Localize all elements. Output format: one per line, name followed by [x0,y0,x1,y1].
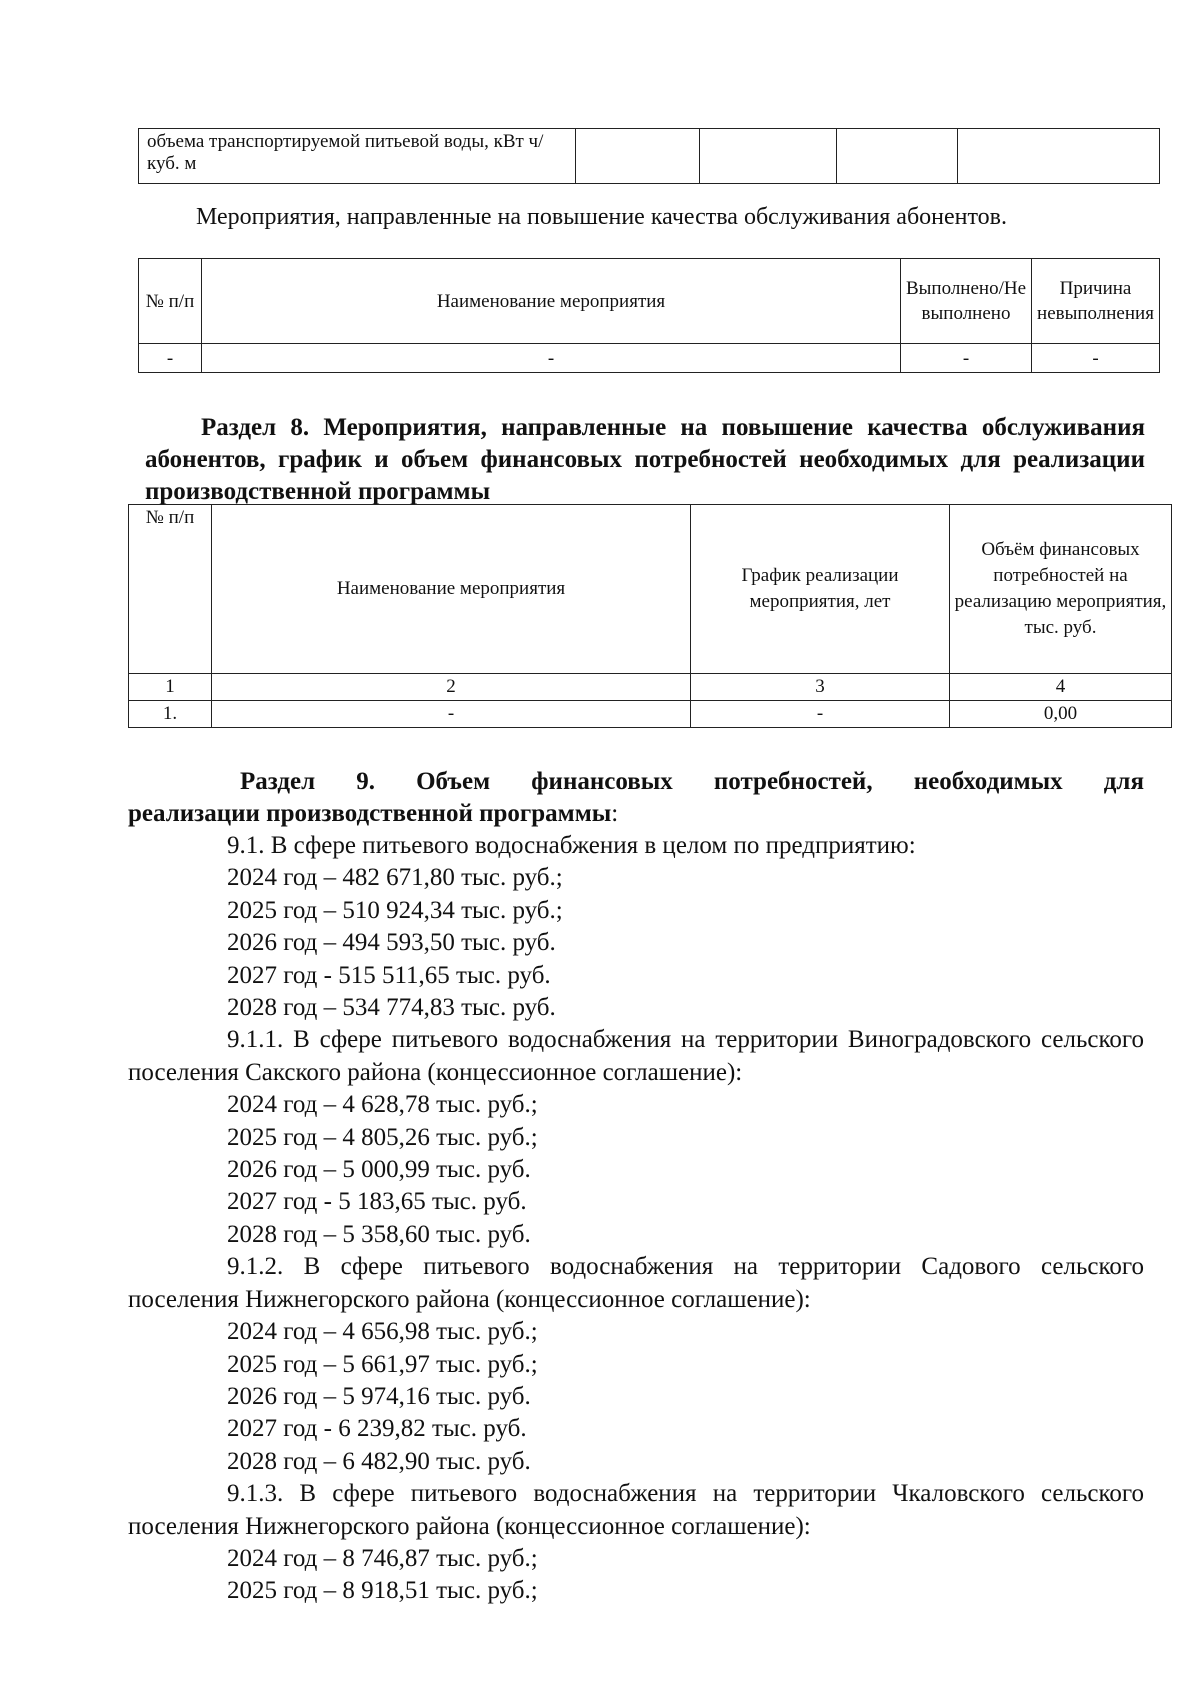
table-row [139,344,1160,373]
year-line: 2025 год – 4 805,26 тыс. руб.; [227,1123,538,1151]
measures-table [138,258,1160,373]
section-9-body [128,830,1144,1608]
heading-colon: : [611,800,619,827]
table-row [129,701,1172,728]
section-9-heading-line1 [128,766,1144,798]
cell: - [901,344,1032,373]
year-line: 2025 год – 510 924,34 тыс. руб.; [227,896,563,924]
cell: - [139,344,202,373]
cell: 2 [212,674,691,701]
table-row [139,129,1160,184]
measures-caption: Мероприятия, направленные на повышение качества обслуживания абонентов. [196,204,1007,230]
year-line: 2026 год – 5 974,16 тыс. руб. [227,1382,531,1410]
section-9-heading [128,766,1144,830]
year-line: 2028 год – 6 482,90 тыс. руб. [227,1447,531,1475]
year-line: 2027 год - 5 183,65 тыс. руб. [227,1188,527,1216]
section-8-heading-rest: абонентов, график и объем финансовых потребностей необходимых для реализации производственной программы [145,446,1145,505]
empty-cell [700,129,837,184]
year-line: 2026 год – 5 000,99 тыс. руб. [227,1156,531,1184]
paragraph-9-1-2: 9.1.2. В сфере питьевого водоснабжения на территории Садового сельского поселения Нижнегорского района (концессионное соглашение): [128,1253,1144,1313]
year-line: 2028 год – 534 774,83 тыс. руб. [227,994,556,1022]
year-line: 2027 год - 515 511,65 тыс. руб. [227,961,551,989]
col-header-number: № п/п [139,259,202,344]
indicator-name-cell: объема транспортируемой питьевой воды, кВт ч/куб. м [139,129,576,184]
year-line: 2026 год – 494 593,50 тыс. руб. [227,929,556,957]
cell: - [212,701,691,728]
cell: 1 [129,674,212,701]
col-header-name: Наименование мероприятия [212,505,691,674]
cell: 4 [950,674,1172,701]
cell: 3 [691,674,950,701]
section-8-table [128,504,1172,728]
col-header-done: Выполнено/Не выполнено [901,259,1032,344]
table-numbering-row [129,674,1172,701]
paragraph-9-1-3: 9.1.3. В сфере питьевого водоснабжения на территории Чкаловского сельского поселения Нижнегорского района (концессионное соглашение): [128,1480,1144,1540]
cell: - [691,701,950,728]
heading-word: потребностей, [713,768,873,795]
heading-word: финансовых [531,768,673,795]
year-line: 2024 год – 8 746,87 тыс. руб.; [227,1544,538,1572]
cell: - [202,344,901,373]
empty-cell [837,129,958,184]
empty-cell [958,129,1160,184]
col-header-schedule: График реализации мероприятия, лет [691,505,950,674]
heading-word: Объем [416,768,491,795]
cell: 0,00 [950,701,1172,728]
table-header-row [129,505,1172,674]
cell: - [1032,344,1160,373]
year-line: 2028 год – 5 358,60 тыс. руб. [227,1220,531,1248]
year-line: 2027 год - 6 239,82 тыс. руб. [227,1415,527,1443]
empty-cell [576,129,700,184]
section-9-heading-line2 [128,798,1144,830]
heading-bold-text: реализации производственной программы [128,800,612,827]
col-header-number: № п/п [129,505,212,674]
paragraph-9-1-1: 9.1.1. В сфере питьевого водоснабжения на территории Виноградовского сельского поселения Сакского района (концессионное соглашение): [128,1026,1144,1086]
col-header-financing: Объём финансовых потребностей на реализацию мероприятия, тыс. руб. [950,505,1172,674]
table-header-row [139,259,1160,344]
cell: 1. [129,701,212,728]
heading-word: 9. [356,768,375,795]
heading-word: для [1103,768,1144,795]
section-8-heading [145,412,1145,508]
section-8-heading-line1: Раздел 8. Мероприятия, направленные на повышение качества обслуживания [201,414,1145,441]
year-line: 2024 год – 4 628,78 тыс. руб.; [227,1091,538,1119]
year-line: 2024 год – 482 671,80 тыс. руб.; [227,864,563,892]
indicator-table-fragment [138,128,1160,184]
year-line: 2025 год – 8 918,51 тыс. руб.; [227,1577,538,1605]
heading-word: необходимых [913,768,1063,795]
year-line: 2025 год – 5 661,97 тыс. руб.; [227,1350,538,1378]
col-header-name: Наименование мероприятия [202,259,901,344]
year-line: 2024 год – 4 656,98 тыс. руб.; [227,1318,538,1346]
paragraph-9-1: 9.1. В сфере питьевого водоснабжения в целом по предприятию: [227,832,916,859]
col-header-reason: Причина невыполнения [1032,259,1160,344]
heading-word: Раздел [240,768,316,795]
